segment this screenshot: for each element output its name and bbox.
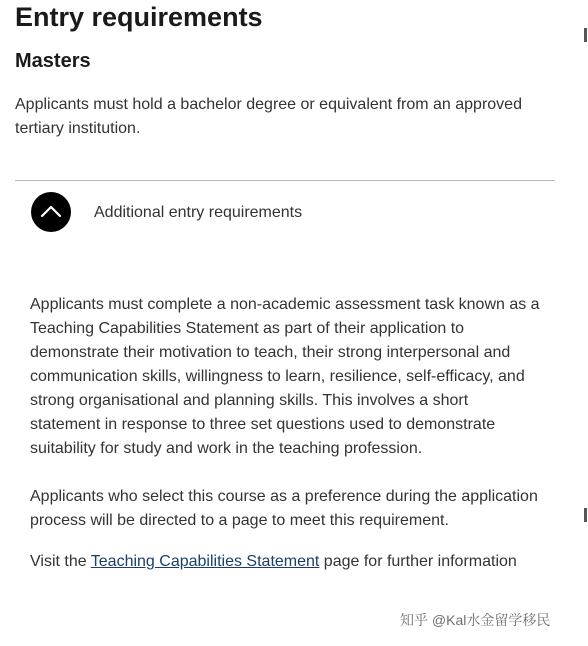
requirement-paragraph-application: Applicants who select this course as a preference during the application process will be directed to a page to meet this requirement. bbox=[30, 488, 538, 529]
watermark: 知乎 @Kal水金留学移民 bbox=[400, 612, 551, 628]
requirement-paragraph-statement: Applicants must complete a non-academic assessment task known as a Teaching Capabilities Statement as part of their application to demonstrate their motivation to teach, their strong interpersonal and communication skills, willingness to learn, resilience, self-efficacy, and strong organisational and planning skills. This involves a short statement in response to three set questions used to demonstrate suitability for study and work in the teaching profession. bbox=[30, 296, 540, 457]
visit-suffix: page for further information bbox=[319, 553, 517, 570]
accordion-body bbox=[30, 293, 540, 574]
visit-statement-text bbox=[30, 550, 540, 574]
page-edge bbox=[582, 0, 588, 646]
intro-text: Applicants must hold a bachelor degree or equivalent from an approved tertiary institution. bbox=[15, 96, 522, 137]
page-title: Entry requirements bbox=[15, 2, 263, 32]
edge-mark bbox=[584, 508, 587, 522]
accordion-toggle-button[interactable] bbox=[31, 192, 71, 232]
section-title-masters: Masters bbox=[15, 50, 91, 72]
teaching-capabilities-statement-link[interactable]: Teaching Capabilities Statement bbox=[90, 553, 320, 570]
visit-prefix: Visit the bbox=[30, 553, 91, 570]
accordion-header-additional-requirements[interactable] bbox=[15, 181, 555, 245]
accordion-label[interactable]: Additional entry requirements bbox=[94, 204, 303, 221]
edge-mark bbox=[584, 28, 587, 42]
chevron-up-icon bbox=[31, 192, 71, 232]
